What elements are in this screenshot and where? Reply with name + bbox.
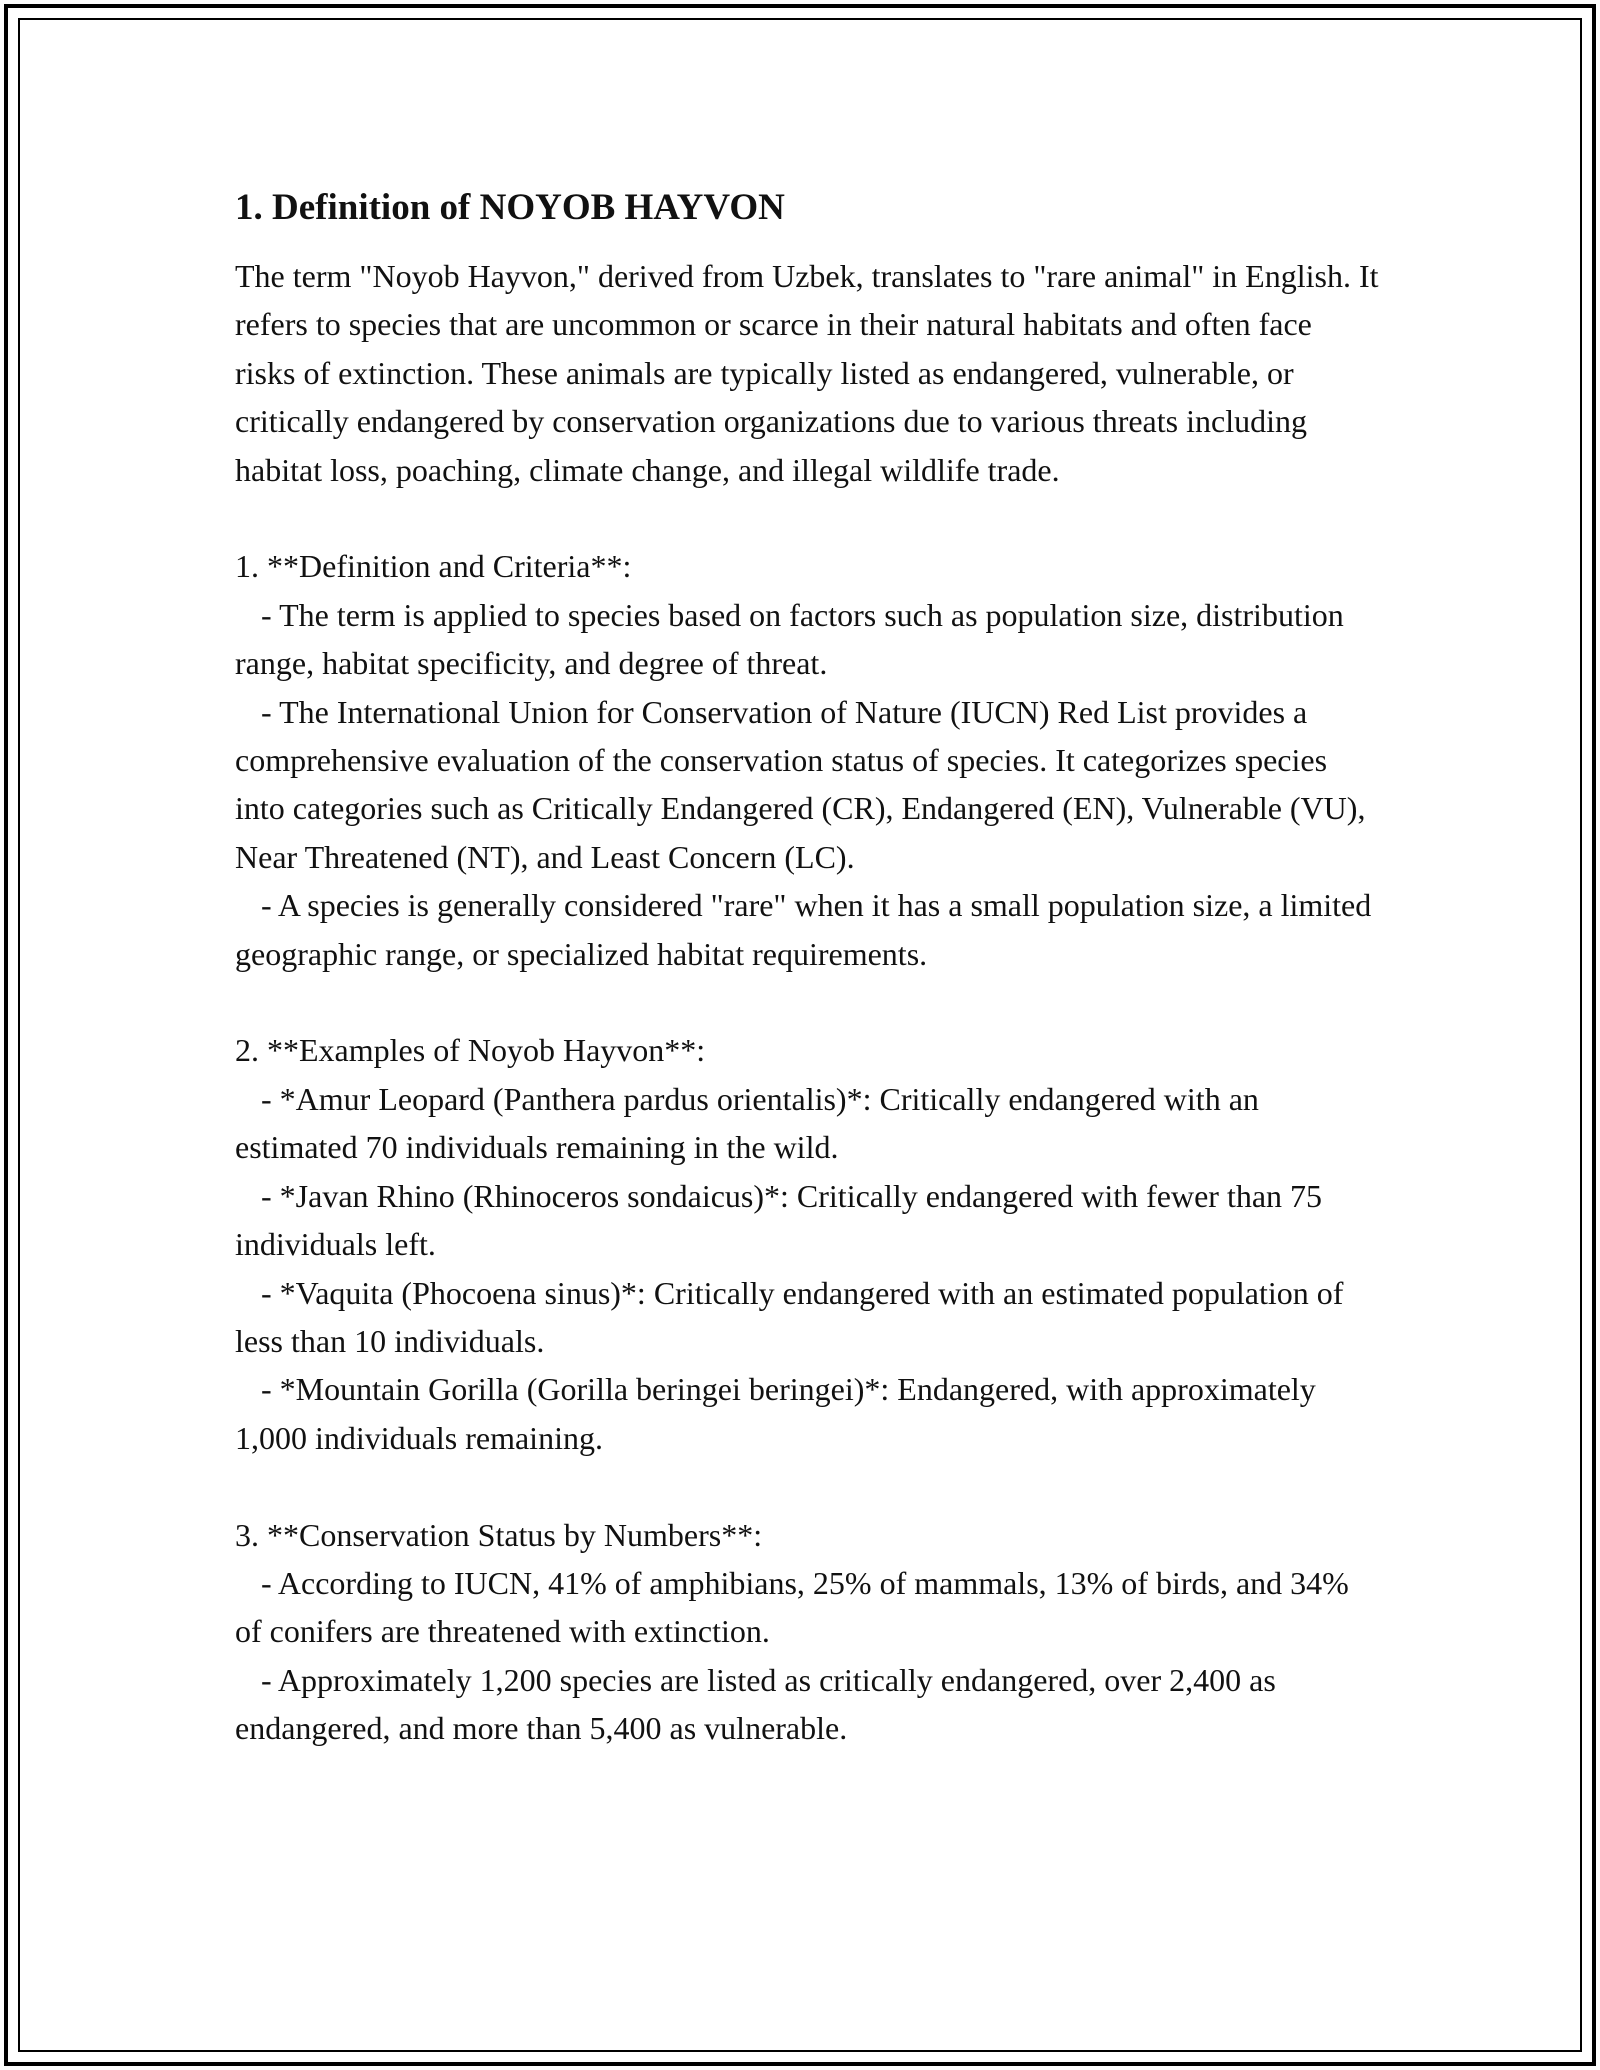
- list-item: [235, 1365, 1380, 1462]
- list-item-text: - A species is generally considered "rare" when it has a small population size, a limited geographic range, or specialized habitat requirements.: [235, 887, 1372, 972]
- section-heading: 2. **Examples of Noyob Hayvon**:: [235, 1032, 706, 1069]
- list-item-text: - *Amur Leopard (Panthera pardus orientalis)*: Critically endangered with an estimated 70 individuals remaining in the wild.: [235, 1080, 1259, 1166]
- list-item: [235, 881, 1380, 978]
- list-item-text: - *Mountain Gorilla (Gorilla beringei beringei)*: Endangered, with approximately 1,000 individuals remaining.: [235, 1371, 1316, 1456]
- document-title: 1. Definition of NOYOB HAYVON: [235, 187, 785, 228]
- section-conservation-status: [235, 1511, 1380, 1753]
- list-item-text: - The term is applied to species based on factors such as population size, distribution range, habitat specificity, and degree of threat.: [235, 596, 1344, 682]
- list-item-text: - *Javan Rhino (Rhinoceros sondaicus)*: Critically endangered with fewer than 75 individuals left.: [235, 1177, 1323, 1263]
- list-item: [235, 688, 1380, 882]
- list-item: [235, 1559, 1380, 1656]
- section-examples: [235, 1026, 1380, 1462]
- list-item-text: - The International Union for Conservation of Nature (IUCN) Red List provides a comprehensive evaluation of the conservation status of species. It categorizes species into categories such as Critically Endangered (CR), Endangered (EN), Vulnerable (VU), Near Threatened (NT), and Least Concern (LC).: [235, 693, 1366, 875]
- section-definition-criteria: [235, 542, 1380, 978]
- list-item: [235, 1172, 1380, 1269]
- section-heading: 3. **Conservation Status by Numbers**:: [235, 1516, 763, 1553]
- list-item-text: - *Vaquita (Phocoena sinus)*: Critically endangered with an estimated population of less than 10 individuals.: [235, 1274, 1344, 1359]
- list-item: [235, 1269, 1380, 1366]
- document-body: [235, 186, 1380, 1753]
- list-item-text: - Approximately 1,200 species are listed as critically endangered, over 2,400 as endangered, and more than 5,400 as vulnerable.: [235, 1661, 1276, 1747]
- list-item: [235, 1075, 1380, 1172]
- list-item-text: - According to IUCN, 41% of amphibians, 25% of mammals, 13% of birds, and 34% of conifers are threatened with extinction.: [235, 1564, 1349, 1650]
- intro-paragraph: The term "Noyob Hayvon," derived from Uzbek, translates to "rare animal" in English. It refers to species that are uncommon or scarce in their natural habitats and often face risks of extinction. These animals are typically listed as endangered, vulnerable, or critically endangered by conservation organizations due to various threats including habitat loss, poaching, climate change, and illegal wildlife trade.: [235, 258, 1379, 488]
- list-item: [235, 1656, 1380, 1753]
- section-heading: 1. **Definition and Criteria**:: [235, 548, 632, 585]
- list-item: [235, 591, 1380, 688]
